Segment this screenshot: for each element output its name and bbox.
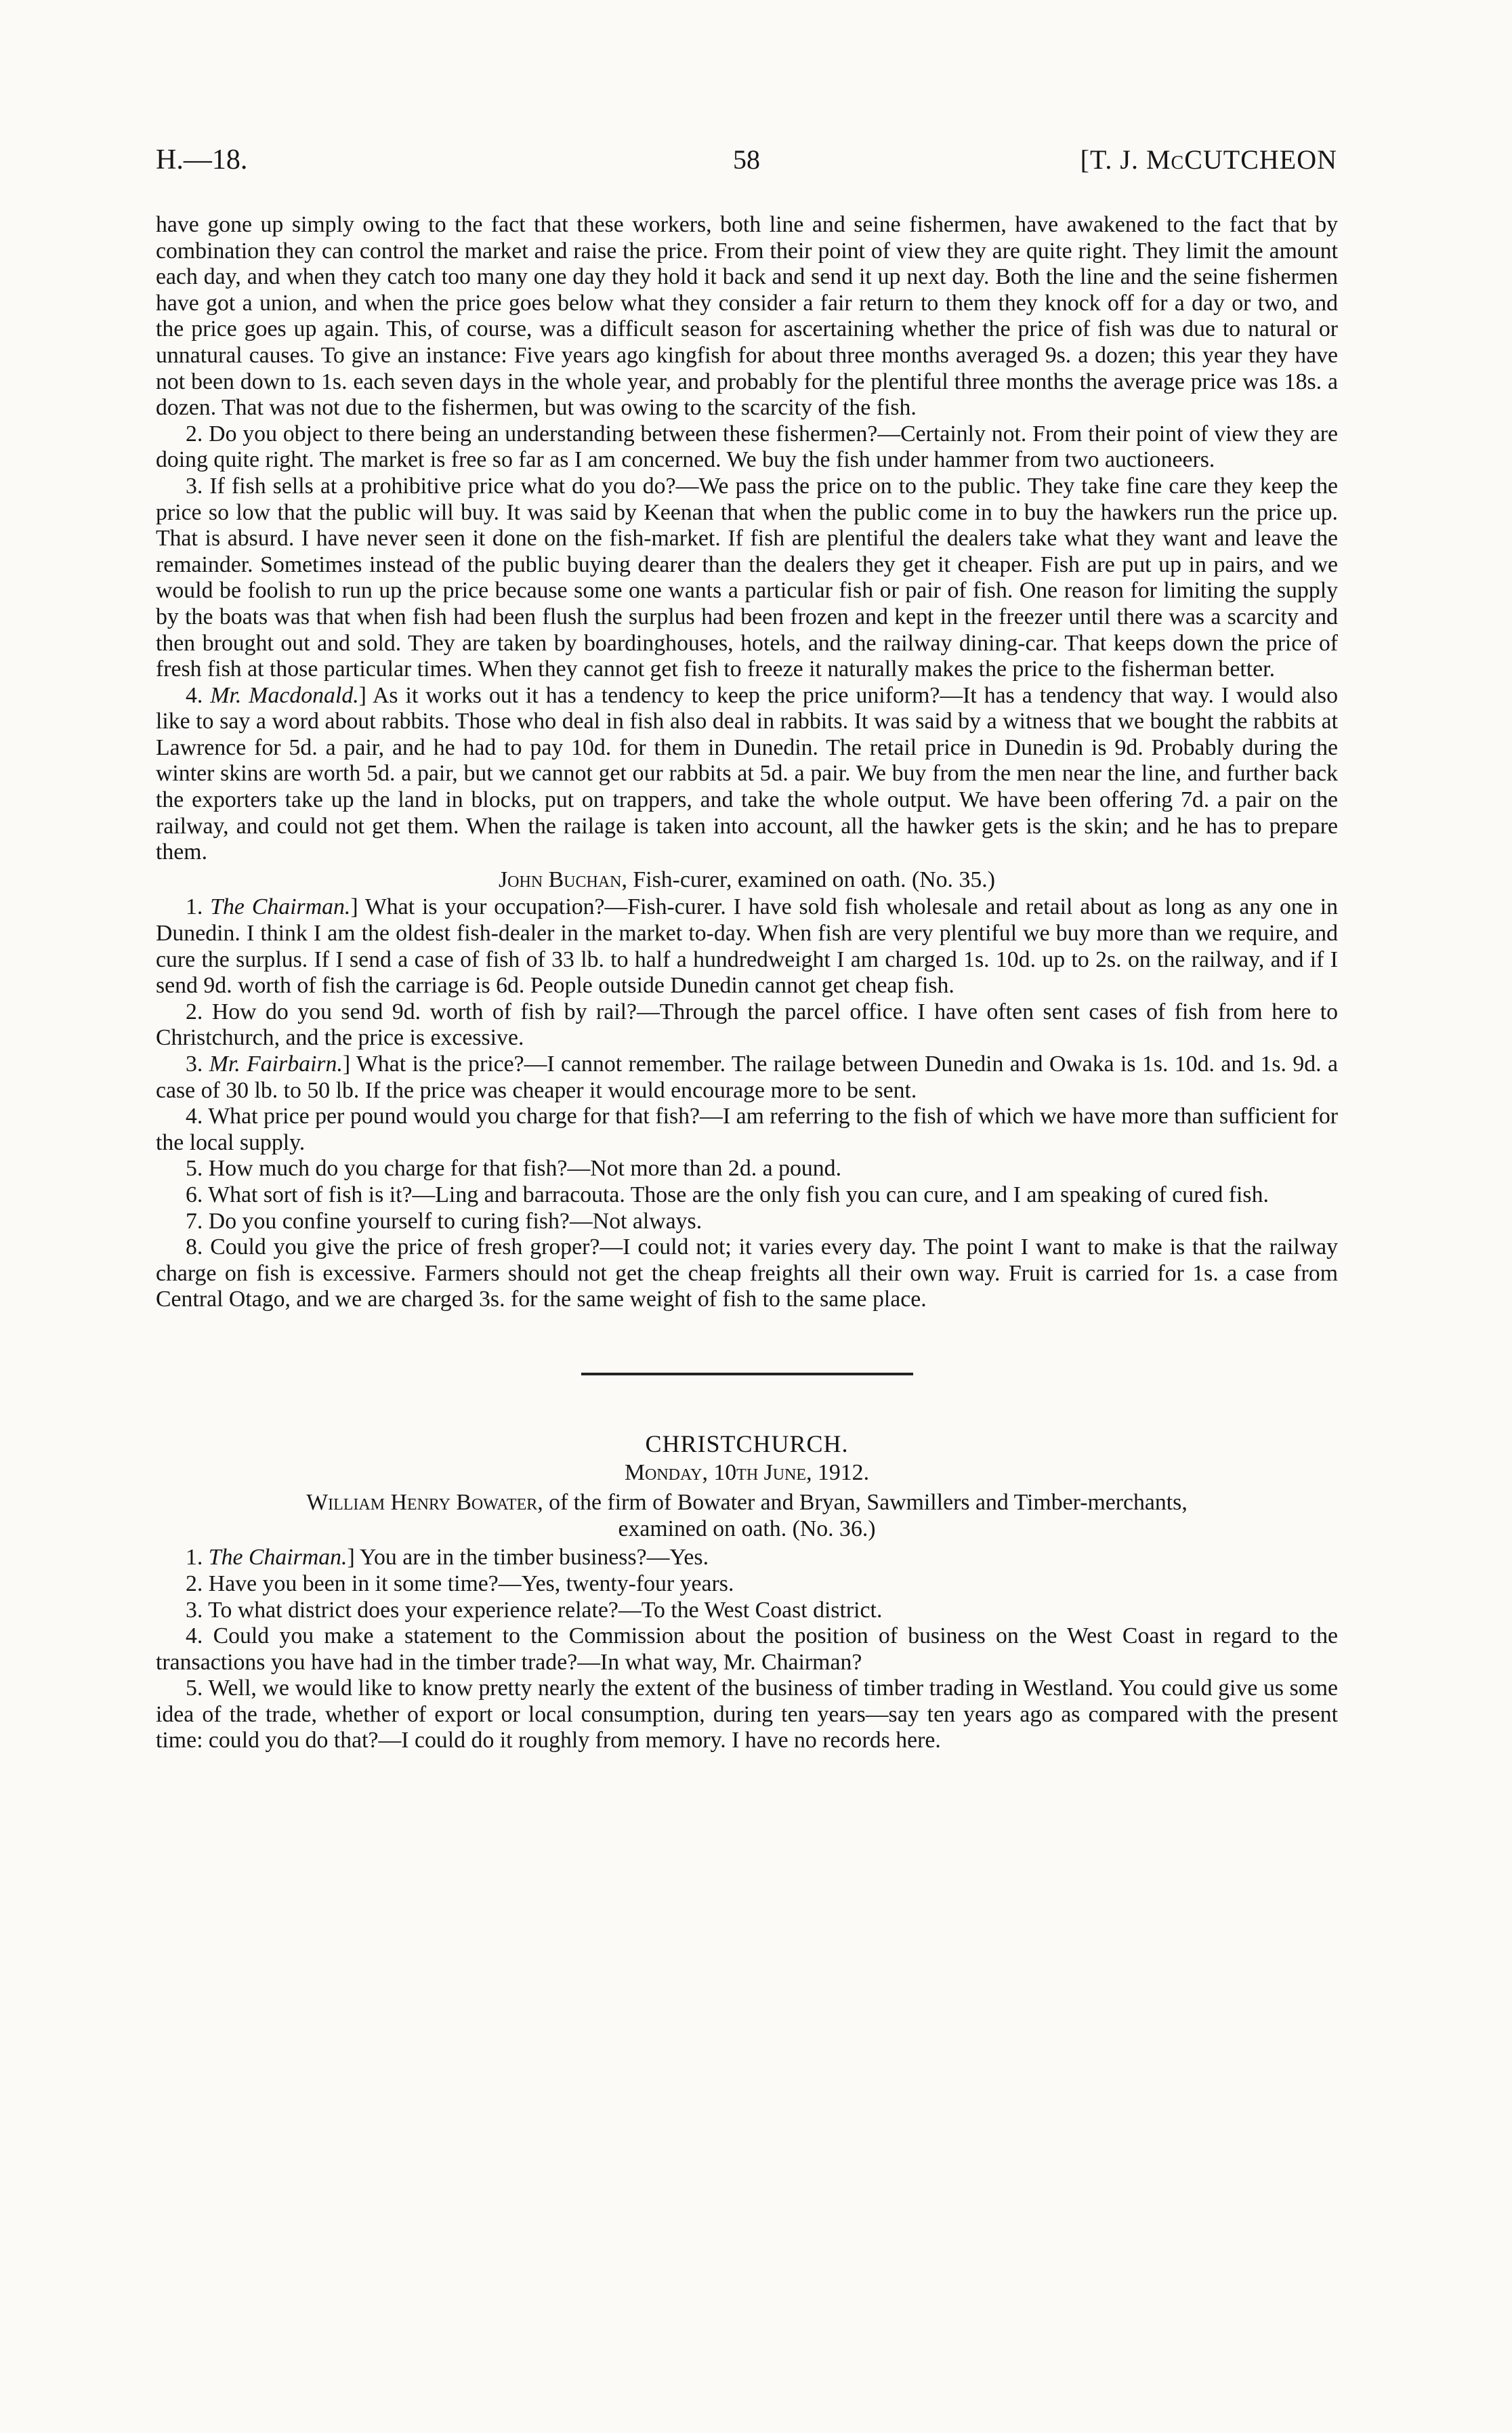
paragraph: 4. What price per pound would you charge for that fish?—I am referring to the fish of which we have more than sufficient for the local supply.: [156, 1104, 1338, 1155]
paragraph-text: ] What is your occupation?—Fish-curer. I have sold fish wholesale and retail about as long as any one in Dunedin. I think I am the oldest fish-dealer in the market to-day. When fish are very plentiful we buy more than we require, and cure the surplus. If I send a case of fish of 33 lb. to half a hundredweight I am charged 1s. 10d. up to 2s. on the railway, and if I send 9d. worth of fish the carriage is 6d. People outside Dunedin cannot get cheap fish.: [156, 894, 1338, 999]
paragraph: [156, 894, 1338, 999]
section-divider: [581, 1373, 913, 1375]
witness-description: , of the firm of Bowater and Bryan, Sawmillers and Timber-merchants,: [537, 1490, 1188, 1516]
paragraph: 4. Could you make a statement to the Commission about the position of business on the West Coast in regard to the transactions you have had in the timber trade?—In what way, Mr. Chairman?: [156, 1623, 1338, 1675]
witness-heading: [156, 1490, 1338, 1542]
paragraph: [156, 1052, 1338, 1104]
paragraph: 2. Do you object to there being an understanding between these fishermen?—Certainly not. From their point of view they are doing quite right. The market is free so far as I am concerned. We buy the fish under hammer from two auctioneers.: [156, 421, 1338, 473]
paragraph-text: ] What is the price?—I cannot remember. The railage between Dunedin and Owaka is 1s. 10d. and 1s. 9d. a case of 30 lb. to 50 lb. If the price was cheaper it would encourage more to be sent.: [156, 1052, 1338, 1103]
question-number: 1.: [186, 894, 211, 920]
witness-name: William Henry Bowater: [306, 1490, 538, 1516]
paragraph: 3. If fish sells at a prohibitive price what do you do?—We pass the price on to the public. They take fine care they keep the price so low that the public will buy. It was said by Keenan that when the public come in to buy the hawkers run the price up. That is absurd. I have never seen it done on the fish-market. If fish are plentiful the dealers take what they want and leave the remainder. Sometimes instead of the public buying dearer than the dealers they get it cheaper. Fish are put up in pairs, and we would be foolish to run up the price because some one wants a particular fish or pair of fish. One reason for limiting the supply by the boats was that when fish had been flush the surplus had been frozen and kept in the freezer until there was a scarcity and then brought out and sold. They are taken by boardinghouses, hotels, and the railway dining-car. That keeps down the price of fresh fish at those particular times. When they cannot get fish to freeze it naturally makes the price to the fisherman better.: [156, 473, 1338, 682]
speaker: Mr. Fairbairn.: [209, 1052, 343, 1077]
header-page-number: 58: [733, 144, 760, 175]
paragraph: 2. How do you send 9d. worth of fish by rail?—Through the parcel office. I have often sent cases of fish from here to Christchurch, and the price is excessive.: [156, 999, 1338, 1051]
question-number: 4.: [186, 682, 211, 708]
page-header: [156, 144, 1337, 184]
question-number: 3.: [186, 1052, 209, 1077]
paragraph-text: ] You are in the timber business?—Yes.: [347, 1545, 709, 1571]
header-witness-name: [T. J. McCUTCHEON: [1080, 144, 1337, 175]
paragraph: 6. What sort of fish is it?—Ling and barracouta. Those are the only fish you can cure, and I am speaking of cured fish.: [186, 1182, 1269, 1207]
header-report-code: H.—18.: [156, 144, 248, 175]
paragraph: have gone up simply owing to the fact that these workers, both line and seine fishermen, have awakened to the fact that by combination they can control the market and raise the price. From their point of view they are quite right. They limit the amount each day, and when they catch too many one day they hold it back and send it up next day. Both the line and the seine fishermen have got a union, and when the price goes below what they consider a fair return to them they knock off for a day or two, and the price goes up again. This, of course, was a difficult season for ascertaining whether the price of fish was due to natural or unnatural causes. To give an instance: Five years ago kingfish for about three months averaged 9s. a dozen; this year they have not been down to 1s. each seven days in the whole year, and probably for the plentiful three months the average price was 18s. a dozen. That was not due to the fishermen, but was owing to the scarcity of the fish.: [156, 212, 1338, 421]
page-body: [156, 212, 1338, 1754]
date-heading: Monday, 10th June, 1912.: [624, 1459, 870, 1485]
paragraph: 8. Could you give the price of fresh groper?—I could not; it varies every day. The point I want to make is that the railway charge on fish is excessive. Farmers should not get the cheap freights all their own way. Fruit is carried for 1s. a case from Central Otago, and we are charged 3s. for the same weight of fish to the same place.: [156, 1234, 1338, 1312]
paragraph: 3. To what district does your experience relate?—To the West Coast district.: [186, 1597, 883, 1623]
witness-description-line2: examined on oath. (No. 36.): [618, 1516, 876, 1541]
place-heading: CHRISTCHURCH.: [645, 1430, 849, 1457]
paragraph: [156, 683, 1338, 866]
witness-description: , Fish-curer, examined on oath. (No. 35.): [621, 867, 995, 892]
witness-name: John Buchan: [499, 867, 622, 892]
speaker: The Chairman.: [210, 894, 351, 920]
question-number: 1.: [186, 1545, 209, 1571]
paragraph: [156, 1545, 1338, 1571]
paragraph: 7. Do you confine yourself to curing fish?—Not always.: [186, 1208, 702, 1234]
paragraph: 5. Well, we would like to know pretty nearly the extent of the business of timber trading in Westland. You could give us some idea of the trade, whether of export or local consumption, during ten years—say ten years ago as compared with the present time: could you do that?—I could do it roughly from memory. I have no records here.: [156, 1676, 1338, 1753]
speaker: Mr. Macdonald.: [210, 682, 359, 708]
speaker: The Chairman.: [208, 1545, 348, 1571]
witness-heading: [156, 867, 1338, 894]
paragraph-text: ] As it works out it has a tendency to keep the price uniform?—It has a tendency that way. I would also like to say a word about rabbits. Those who deal in fish also deal in rabbits. It was said by a witness that we bought the rabbits at Lawrence for 5d. a pair, and he had to pay 10d. for them in Dunedin. The retail price in Dunedin is 9d. Probably during the winter skins are worth 5d. a pair, but we cannot get our rabbits at 5d. a pair. We buy from the men near the line, and further back the exporters take up the land in blocks, put on trappers, and take the whole output. We have been offering 7d. a pair on the railway, and could not get them. When the railage is taken into account, all the hawker gets is the skin; and he has to prepare them.: [156, 682, 1338, 865]
paragraph: 5. How much do you charge for that fish?—Not more than 2d. a pound.: [186, 1156, 842, 1182]
paragraph: 2. Have you been in it some time?—Yes, twenty-four years.: [186, 1571, 734, 1596]
